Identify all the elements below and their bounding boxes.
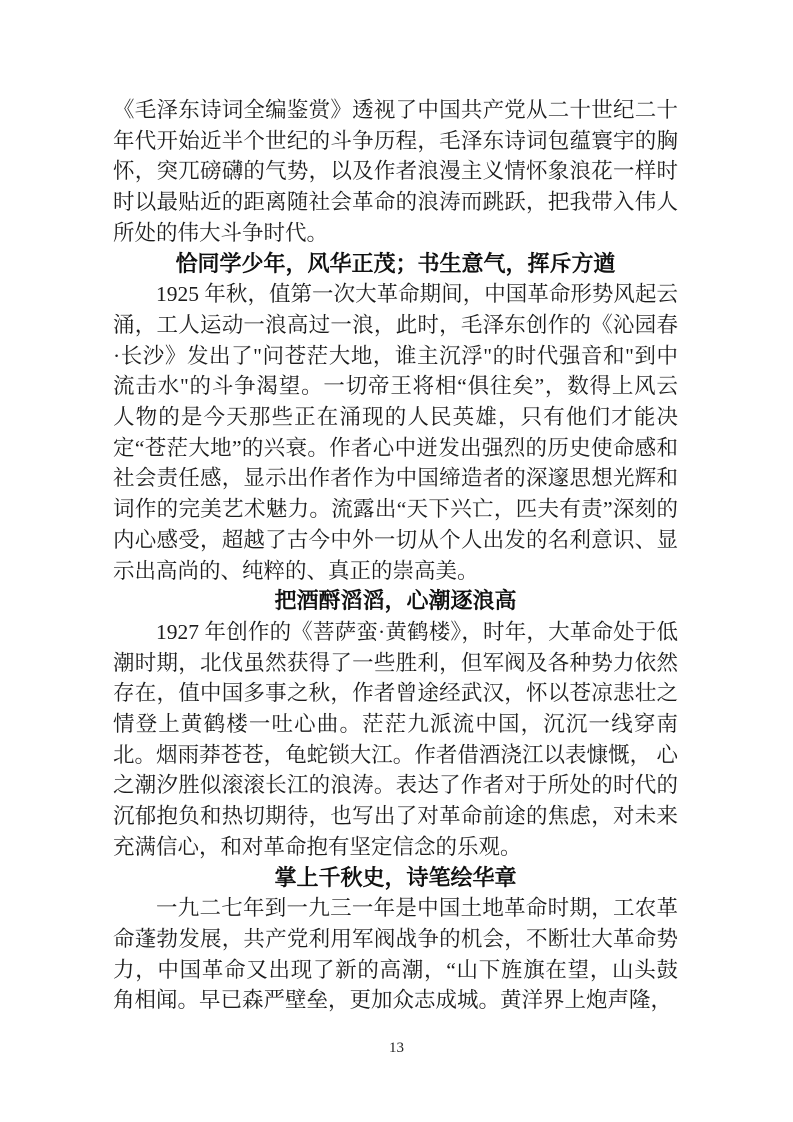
section-heading-bajiu-lei-taotao: 把酒酹滔滔，心潮逐浪高 bbox=[274, 588, 517, 614]
text-body bbox=[113, 95, 678, 1016]
page-number: 13 bbox=[389, 1040, 404, 1056]
paragraph-1927-huanghelou: 1927 年创作的《菩萨蛮·黄鹤楼》，时年，大革命处于低潮时期，北伐虽然获得了一些胜利，但军阀及各种势力依然存在，值中国多事之秋，作者曾途经武汉，怀以苍凉悲壮之情登上黄鹤楼一吐心曲。茫茫九派流中国，沉沉一线穿南北。烟雨莽苍苍，龟蛇锁大江。作者借酒浇江以表慷慨， 心之潮汐胜似滚滚长江的浪涛。表达了作者对于所处的时代的沉郁抱负和热切期待，也写出了对革命前途的焦虑，对未来充满信心，和对革命抱有坚定信念的乐观。 bbox=[113, 619, 678, 859]
paragraph-book-overview: 《毛泽东诗词全编鉴赏》透视了中国共产党从二十世纪二十年代开始近半个世纪的斗争历程，毛泽东诗词包蕴寰宇的胸怀，突兀磅礴的气势，以及作者浪漫主义情怀象浪花一样时时以最贴近的距离随社会革命的浪涛而跳跃，把我带入伟人所处的伟大斗争时代。 bbox=[113, 98, 678, 245]
section-heading-zhangshang-qianqiushi: 掌上千秋史，诗笔绘华章 bbox=[274, 864, 517, 890]
paragraph-land-revolution: 一九二七年到一九三一年是中国土地革命时期，工农革命蓬勃发展，共产党利用军阀战争的机会，不断壮大革命势力，中国革命又出现了新的高潮，“山下旌旗在望，山头鼓角相闻。早已森严壁垒，更加众志成城。黄洋界上炮声隆， bbox=[113, 896, 678, 1013]
paragraph-1925-changsha: 1925 年秋，值第一次大革命期间，中国革命形势风起云涌，工人运动一浪高过一浪，此时，毛泽东创作的《沁园春·长沙》发出了"问苍茫大地，谁主沉浮"的时代强音和"到中流击水"的斗争渴望。一切帝王将相“俱往矣”，数得上风云人物的是今天那些正在涌现的人民英雄，只有他们才能决定“苍茫大地”的兴衰。作者心中迸发出强烈的历史使命感和社会责任感，显示出作者作为中国缔造者的深邃思想光辉和词作的完美艺术魅力。流露出“天下兴亡，匹夫有责”深刻的内心感受，超越了古今中外一切从个人出发的名利意识、显示出高尚的、纯粹的、真正的崇高美。 bbox=[113, 282, 678, 583]
section-heading-qia-tongxue-shaonian: 恰同学少年，风华正茂；书生意气，挥斥方遒 bbox=[175, 250, 616, 276]
